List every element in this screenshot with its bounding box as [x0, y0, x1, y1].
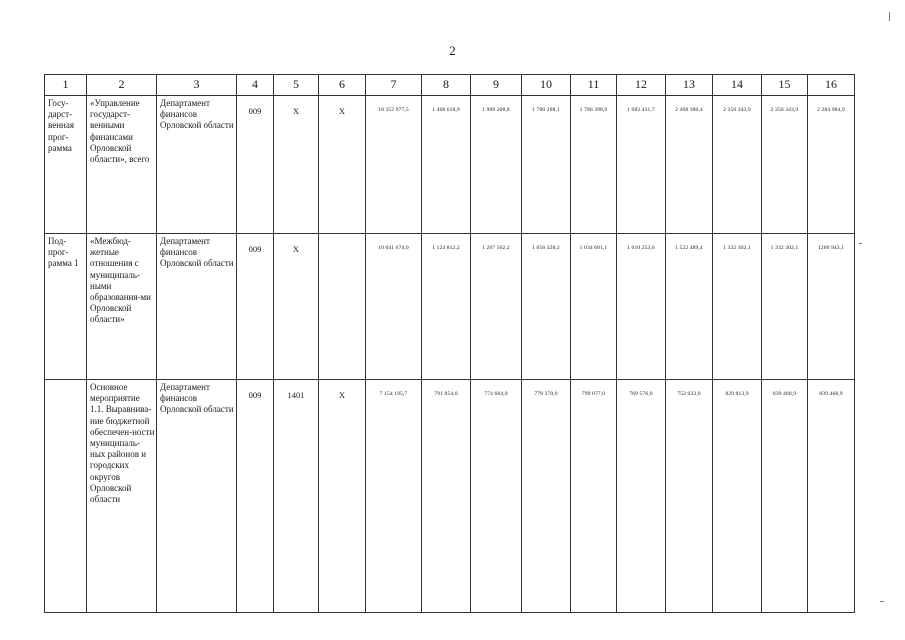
year-amount-cell: 1260 943,1: [808, 234, 855, 380]
column-number-3: 3: [157, 75, 237, 96]
year-amount-cell: 769 576,0: [617, 380, 666, 613]
scan-margin-mark: [889, 12, 890, 21]
year-amount-cell: 791 854,0: [422, 380, 471, 613]
column-number-9: 9: [471, 75, 522, 96]
total-amount-cell: 7 154 195,7: [366, 380, 422, 613]
scan-margin-mark: [880, 601, 884, 602]
column-number-10: 10: [522, 75, 571, 96]
executor-cell: Департамент финансов Орловской области: [157, 234, 237, 380]
year-amount-cell: 799 077,0: [571, 380, 617, 613]
column-number-8: 8: [422, 75, 471, 96]
name-cell: «Управление государст-венными финансами Орловской области», всего: [87, 96, 157, 234]
column-number-4: 4: [237, 75, 274, 96]
section-code-cell: Х: [274, 96, 319, 234]
year-amount-cell: 1 056 328,2: [522, 234, 571, 380]
grbs-code-cell: 009: [237, 96, 274, 234]
table-row: [45, 380, 855, 613]
section-code-cell: Х: [274, 234, 319, 380]
year-amount-cell: 2 356 343,9: [762, 96, 808, 234]
year-amount-cell: 1 909 208,8: [471, 96, 522, 234]
year-amount-cell: 774 604,0: [471, 380, 522, 613]
year-amount-cell: 1 267 562,2: [471, 234, 522, 380]
table-header-row: [45, 75, 855, 96]
year-amount-cell: 1 332 302,1: [762, 234, 808, 380]
status-cell: Под-прог-рамма 1: [45, 234, 87, 380]
status-cell: [45, 380, 87, 613]
scan-margin-mark: [859, 243, 862, 244]
target-article-cell: [319, 234, 366, 380]
total-amount-cell: 10 041 674,0: [366, 234, 422, 380]
column-number-6: 6: [319, 75, 366, 96]
year-amount-cell: 2 356 343,9: [713, 96, 762, 234]
column-number-1: 1: [45, 75, 87, 96]
column-number-15: 15: [762, 75, 808, 96]
column-number-13: 13: [666, 75, 713, 96]
year-amount-cell: 2 468 380,4: [666, 96, 713, 234]
name-cell: Основное мероприятие 1.1. Выравнива-ние бюджетной обеспечен-ности муниципаль-ных районов и городских округов Орловской области: [87, 380, 157, 613]
year-amount-cell: 829 813,9: [713, 380, 762, 613]
target-article-cell: Х: [319, 380, 366, 613]
column-number-11: 11: [571, 75, 617, 96]
column-number-16: 16: [808, 75, 855, 96]
year-amount-cell: 1 522 489,4: [666, 234, 713, 380]
year-amount-cell: 1 124 812,2: [422, 234, 471, 380]
year-amount-cell: 1 468 618,9: [422, 96, 471, 234]
year-amount-cell: 2 284 984,9: [808, 96, 855, 234]
year-amount-cell: 752 033,0: [666, 380, 713, 613]
section-code-cell: 1401: [274, 380, 319, 613]
name-cell: «Межбюд-жетные отношения с муниципаль-ными образования-ми Орловской области»: [87, 234, 157, 380]
year-amount-cell: 1 034 681,1: [571, 234, 617, 380]
year-amount-cell: 1 010 253,6: [617, 234, 666, 380]
column-number-12: 12: [617, 75, 666, 96]
year-amount-cell: 1 982 431,7: [617, 96, 666, 234]
column-number-5: 5: [274, 75, 319, 96]
executor-cell: Департамент финансов Орловской области: [157, 380, 237, 613]
column-number-7: 7: [366, 75, 422, 96]
year-amount-cell: 1 780 268,1: [522, 96, 571, 234]
year-amount-cell: 839 468,9: [808, 380, 855, 613]
column-number-2: 2: [87, 75, 157, 96]
table-row: [45, 234, 855, 380]
executor-cell: Департамент финансов Орловской области: [157, 96, 237, 234]
year-amount-cell: 778 370,0: [522, 380, 571, 613]
year-amount-cell: 1 786 398,9: [571, 96, 617, 234]
page-number: 2: [449, 43, 456, 58]
table-row: [45, 96, 855, 234]
status-cell: Госу-дарст-венная прог-рамма: [45, 96, 87, 234]
total-amount-cell: 18 352 977,5: [366, 96, 422, 234]
year-amount-cell: 1 332 302,1: [713, 234, 762, 380]
column-number-14: 14: [713, 75, 762, 96]
budget-table: [44, 74, 855, 613]
target-article-cell: Х: [319, 96, 366, 234]
grbs-code-cell: 009: [237, 380, 274, 613]
grbs-code-cell: 009: [237, 234, 274, 380]
year-amount-cell: 839 468,9: [762, 380, 808, 613]
